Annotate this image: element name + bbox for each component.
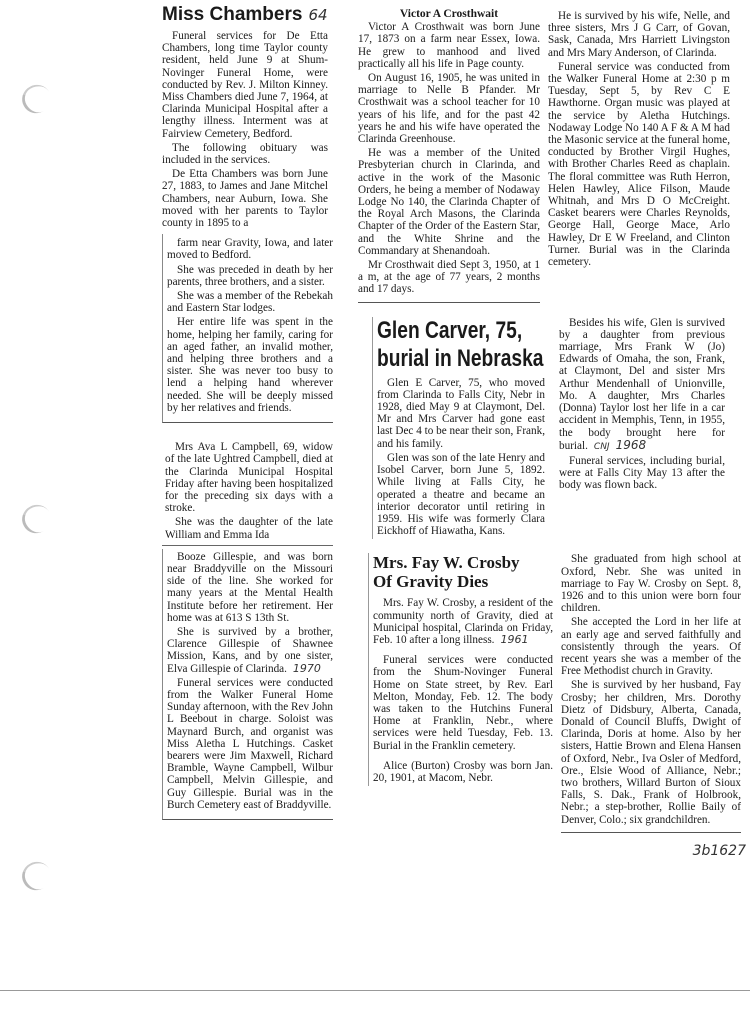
paragraph: Victor A Crosthwait was born June 17, 1873 on a farm near Essex, Iowa. He grew to manhood and lived practically all his life in Page county. bbox=[358, 21, 540, 70]
handwritten-note: 1970 bbox=[292, 661, 321, 675]
paragraph: He is survived by his wife, Nelle, and three sisters, Mrs J G Carr, of Govan, Sask, Canada, Mrs Harriett Livingston and Mrs Mary Anderson, of Clarinda. bbox=[548, 10, 730, 59]
paragraph: Alice (Burton) Crosby was born Jan. 20, 1901, at Macom, Nebr. bbox=[373, 759, 553, 784]
paragraph: Glen was son of the late Henry and Isobel Carver, born June 5, 1892. While living at Falls City, he operated a theatre and became an interior decorator until retiring in 1959. His wife was formerly Clara Eickhoff of Hiawatha, Kans. bbox=[377, 451, 545, 538]
headline-text: Miss Chambers bbox=[162, 4, 303, 25]
paragraph: farm near Gravity, Iowa, and later moved to Bedford. bbox=[167, 237, 333, 262]
clipping-campbell bbox=[162, 441, 333, 546]
paragraph: Glen E Carver, 75, who moved from Clarinda to Falls City, Nebr in 1928, died May 9 at Claymont, Del. Mr and Mrs Carver had gone east last Dec 4 to be near their son, Frank, and his family. bbox=[377, 376, 545, 450]
headline-line: Mrs. Fay W. Crosby bbox=[373, 553, 520, 573]
binder-hole bbox=[17, 80, 56, 119]
paragraph: Funeral services, including burial, were at Falls City May 13 after the body was flown back. bbox=[559, 454, 725, 492]
paragraph-text: Mrs. Fay W. Crosby, a resident of the community north of Gravity, died at Municipal hospital, Clarinda on Friday, Feb. 10 after a long illness. bbox=[373, 597, 553, 646]
paragraph: Funeral service was conducted from the Walker Funeral Home at 2:30 p m Tuesday, Sept 5, by Rev C E Hawthorne. Organ music was played at the service by Aletha Hutchings. Nodaway Lodge No 140 A F & A M had the Masonic service at the funeral home, conducted by Brother Virgil Hughes, with Brother Charles Reed as chaplain. The floral committee was Ruth Herron, Helen Hawley, Alice Filson, Maude Whitnah, and Mrs D O McCreight. Casket bearers were Charles Reynolds, George Hall, George Mace, Arlo Hawley, Dr E W Freeland, and Clinton Turner. Burial was in the Clarinda cemetery. bbox=[548, 60, 730, 269]
binder-hole bbox=[17, 500, 56, 539]
clipping-chambers-continued bbox=[162, 234, 333, 423]
paragraph-text: She is survived by a brother, Clarence Gillespie of Shawnee Mission, Kans, and by one sister, Elva Gillespie of Clarinda. bbox=[167, 625, 333, 675]
paragraph: Funeral services were conducted from the Walker Funeral Home Sunday afternoon, with the Rev John L Beebout in charge. Soloist was Maynard Burch, and organist was Miss Aletha L Hutchings. Casket bearers were Jim Maxwell, Richard Bramble, Wayne Campbell, Wilbur Campbell, Melvin Gillespie, and Guy Gillespie. Burial was in the Burch Cemetery east of Braddyville. bbox=[167, 676, 333, 811]
handwritten-note: 64 bbox=[308, 6, 328, 24]
paragraph bbox=[373, 597, 553, 646]
left-column bbox=[162, 4, 334, 820]
handwritten-page-number: 3b1627 bbox=[692, 842, 746, 859]
paragraph: She accepted the Lord in her life at an early age and served faithfully and consistently through the years. Of recent years she was a member of the Free Methodist church in Gravity. bbox=[561, 616, 741, 678]
paragraph: He was a member of the United Presbyterian church in Clarinda, and active in the work of the Masonic Orders, he being a member of Nodaway Lodge No 140, the Clarinda Chapter of the Royal Arch Masons, the Clarinda Chapter of the Order of the Eastern Star, and the White Shrine and the Commandary at Shenandoah. bbox=[358, 147, 540, 257]
paragraph-text: Besides his wife, Glen is survived by a daughter from previous marriage, Mrs Frank W (Jo) Edwards of Omaha, the son, Frank, at Claymont, Del and sister Mrs Arthur Mendenhall of Unionville, Mo. A daughter, Mrs Charles (Donna) Taylor lost her life in a car accident in Memphis, Tenn, in 1955, the body brought here for burial. bbox=[559, 316, 725, 452]
headline: Victor A Crosthwait bbox=[399, 8, 499, 20]
clipping-chambers bbox=[162, 4, 328, 231]
paragraph: Mrs Ava L Campbell, 69, widow of the late Ughtred Campbell, died at the Clarinda Municipal Hospital Friday after having been hospitalized for the preceding six days with a stroke. bbox=[165, 441, 333, 515]
paragraph: She was preceded in death by her parents, three brothers, and a sister. bbox=[167, 263, 333, 288]
paragraph: She was the daughter of the late William and Emma Ida bbox=[165, 516, 333, 541]
headline-line: Of Gravity Dies bbox=[373, 572, 489, 592]
scan-edge-line bbox=[0, 990, 750, 991]
crosby-block bbox=[368, 553, 746, 832]
paragraph bbox=[559, 317, 725, 453]
paragraph: The following obituary was included in the services. bbox=[162, 141, 328, 167]
paragraph: Mr Crosthwait died Sept 3, 1950, at 1 a m, at the age of 77 years, 2 months and 17 days. bbox=[358, 259, 540, 296]
clipping-crosthwait-col2 bbox=[548, 10, 730, 270]
carver-block bbox=[372, 317, 746, 540]
paragraph: On August 16, 1905, he was united in marriage to Nelle B Pfander. Mr Crosthwait was a school teacher for 10 years of his life, and for the past 42 years he and his wife have operated the Clarinda Greenhouse. bbox=[358, 72, 540, 146]
paragraph: Funeral services were conducted from the Shum-Novinger Funeral Home on State street, by Rev. Earl Melton, Monday, Feb. 12. The body was taken to the Hutchins Funeral Home at Franklin, Nebr., where services were held Tuesday, Feb. 13. Burial in the Franklin cemetery. bbox=[373, 654, 553, 752]
clipping-carver bbox=[372, 317, 545, 540]
handwritten-note: 1968 bbox=[615, 437, 647, 452]
headline: Glen Carver, 75, bbox=[377, 316, 523, 344]
right-area bbox=[358, 8, 746, 859]
clipping-crosby bbox=[368, 553, 553, 786]
headline bbox=[162, 4, 328, 26]
paragraph: She graduated from high school at Oxford, Nebr. She was united in marriage to Fay W. Crosby on Sept. 8, 1926 and to this union were born four children. bbox=[561, 553, 741, 615]
handwritten-initials: CNJ bbox=[593, 441, 610, 452]
paragraph: Her entire life was spent in the home, helping her family, caring for an aged father, an invalid mother, and helping three brothers and a sister. She was never too busy to lend a helping hand wherever needed. She will be deeply missed by her relatives and friends. bbox=[167, 316, 333, 414]
headline bbox=[373, 553, 553, 591]
paragraph: De Etta Chambers was born June 27, 1883, to James and Jane Mitchel Chambers, near Auburn, Iowa. She moved with her parents to Taylor county in 1895 to a bbox=[162, 168, 328, 230]
paragraph: She is survived by her husband, Fay Crosby; her children, Mrs. Dorothy Dietz of Didsbury, Alberta, Canada, Donald of Council Bluffs, Dwight of Clarinda, Doris at home. Also by her sisters, Hattie Brown and Elena Hansen of Oxford, Nebr., Iva Osler of Medford, Ore., Elsie Wood of Alliance, Nebr.; two brothers, Willard Burton of Sioux Falls, S. Dak., Frank of Holbrook, Nebr.; a step-brother, Rollie Baily of Denver, Colo.; six grandchildren. bbox=[561, 679, 741, 826]
clipping-crosby-col2 bbox=[561, 553, 741, 832]
clipping-campbell-continued bbox=[162, 549, 333, 820]
clipping-crosthwait bbox=[358, 8, 540, 303]
handwritten-note: 1961 bbox=[500, 632, 529, 646]
headline: burial in Nebraska bbox=[377, 344, 544, 372]
crosthwait-block bbox=[358, 8, 746, 303]
paragraph: Booze Gillespie, and was born near Braddyville on the Missouri side of the line. She worked for many years at the Mental Health Institute before her retirement. Her home was at 613 S 13th St. bbox=[167, 550, 333, 624]
paragraph: Funeral services for De Etta Chambers, long time Taylor county resident, held June 9 at Shum-Novinger Funeral Home, were conducted by Rev. J. Milton Kinney. Miss Chambers died June 7, 1964, at Clarinda Municipal Hospital after a lengthy illness. Interment was at Fairview Cemetery, Bedford. bbox=[162, 30, 328, 140]
paragraph bbox=[167, 626, 333, 675]
binder-hole bbox=[17, 857, 56, 896]
paragraph: She was a member of the Rebekah and Eastern Star lodges. bbox=[167, 290, 333, 315]
clipping-carver-col2 bbox=[559, 317, 725, 494]
